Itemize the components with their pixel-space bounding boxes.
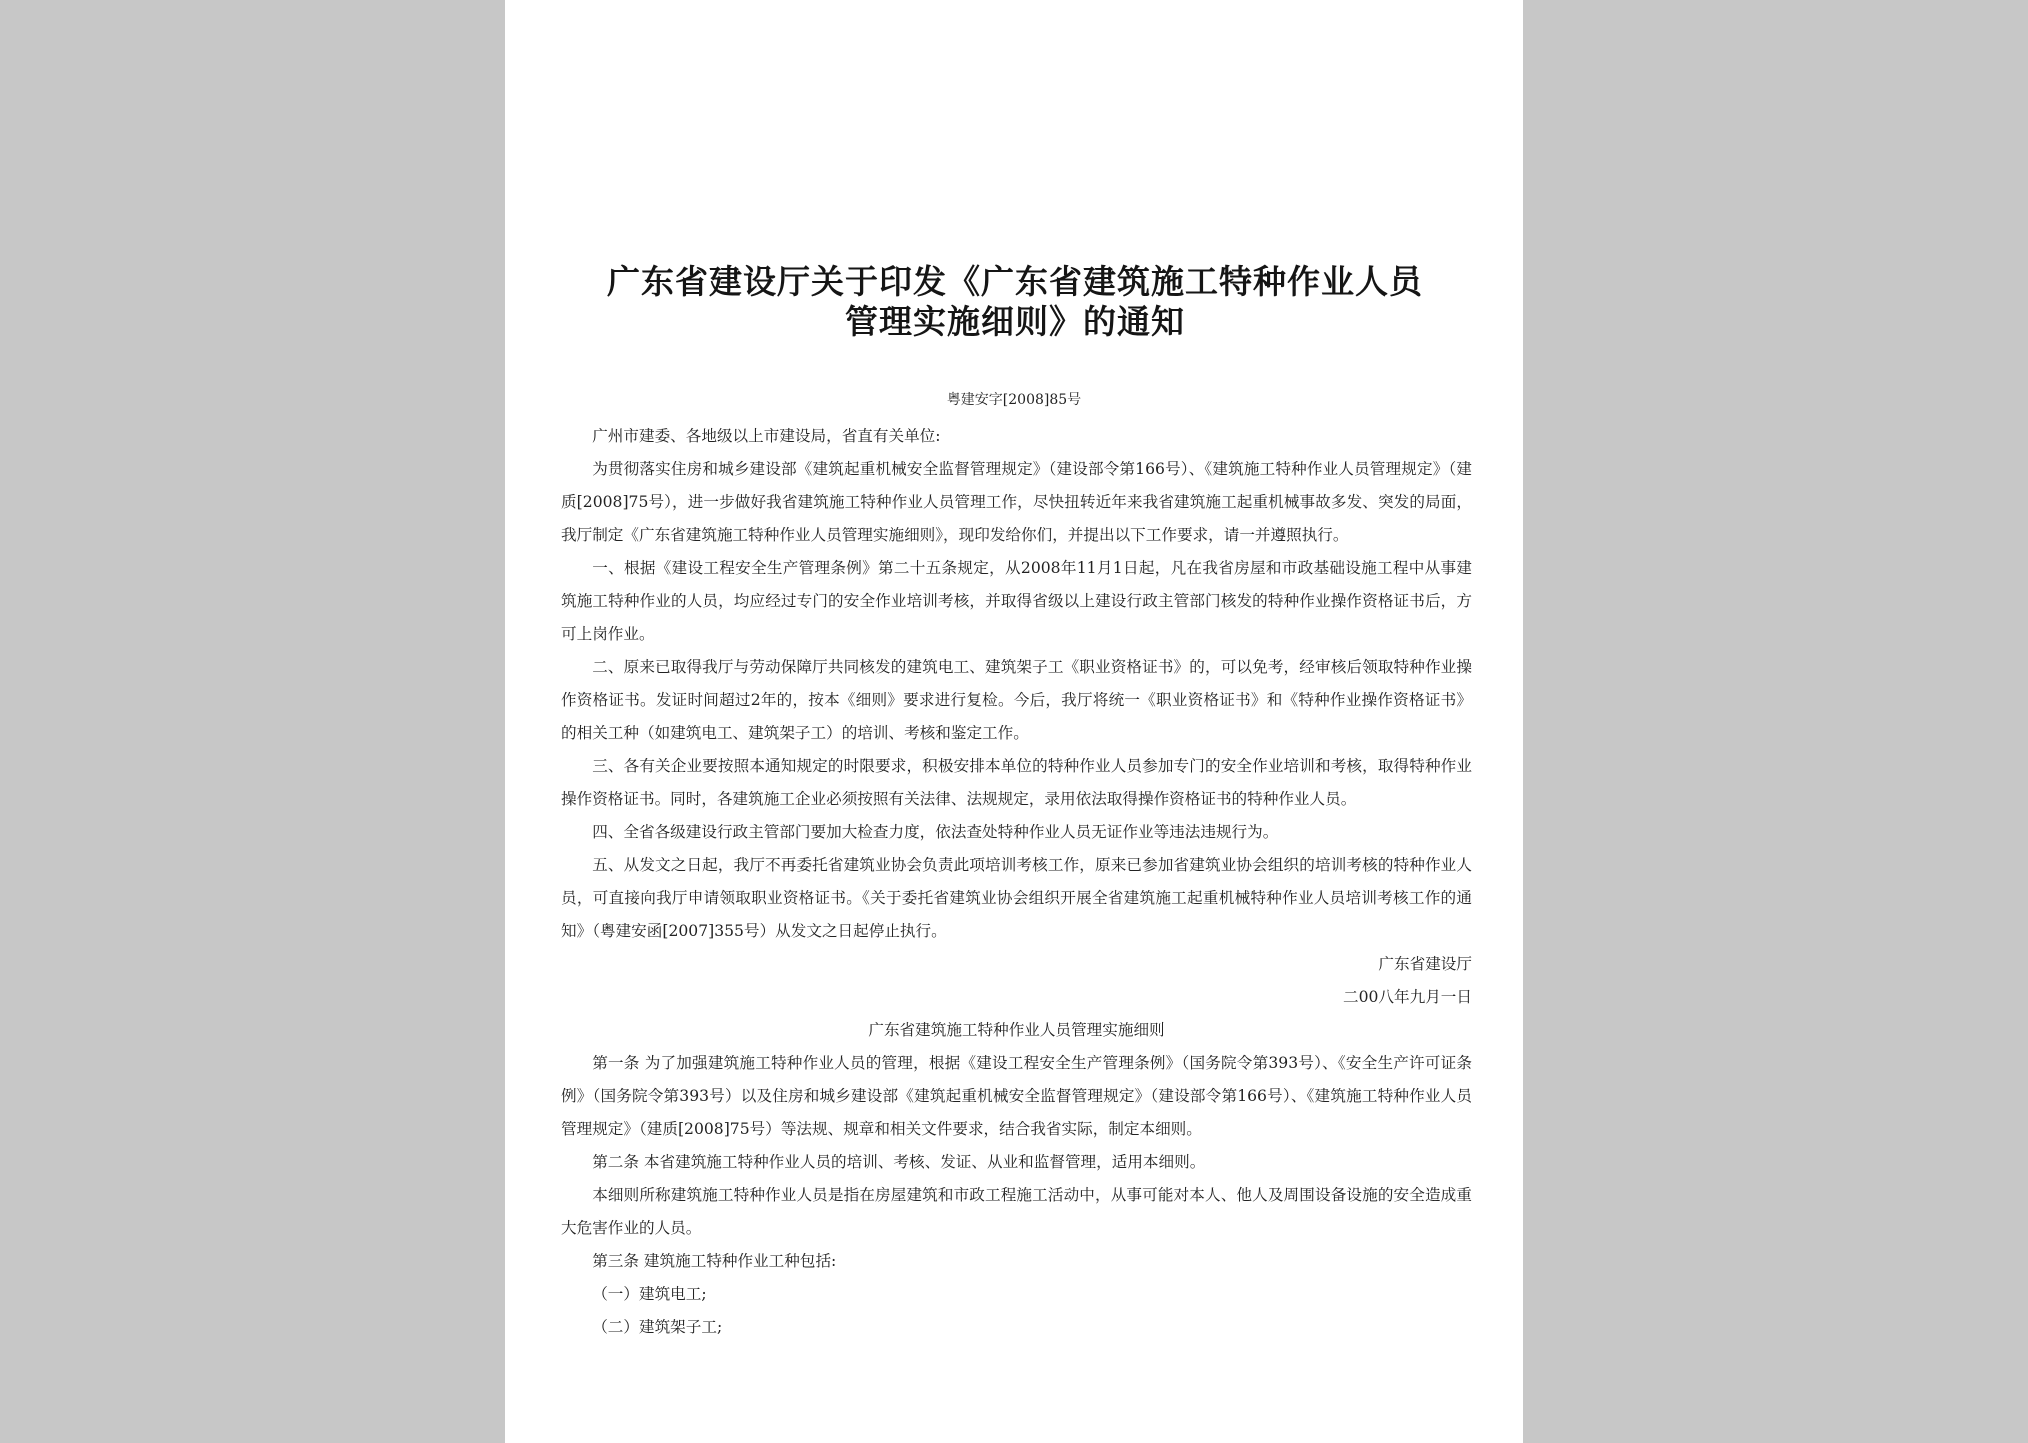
requirement-item-2: 二、原来已取得我厅与劳动保障厅共同核发的建筑电工、建筑架子工《职业资格证书》的，可以免考，经审核后领取特种作业操作资格证书。发证时间超过2年的，按本《细则》要求进行复检。今后，我厅将统一《职业资格证书》和《特种作业操作资格证书》的相关工种（如建筑电工、建筑架子工）的培训、考核和鉴定工作。 xyxy=(561,658,1472,742)
intro-paragraph: 为贯彻落实住房和城乡建设部《建筑起重机械安全监督管理规定》（建设部令第166号）、《建筑施工特种作业人员管理规定》（建质[2008]75号），进一步做好我省建筑施工特种作业人员管理工作，尽快扭转近年来我省建筑施工起重机械事故多发、突发的局面，我厅制定《广东省建筑施工特种作业人员管理实施细则》，现印发给你们，并提出以下工作要求，请一并遵照执行。 xyxy=(561,460,1472,544)
attachment-title: 广东省建筑施工特种作业人员管理实施细则 xyxy=(868,1021,1165,1039)
article-2-definition: 本细则所称建筑施工特种作业人员是指在房屋建筑和市政工程施工活动中，从事可能对本人、他人及周围设备设施的安全造成重大危害作业的人员。 xyxy=(561,1186,1472,1237)
issue-date: 二00八年九月一日 xyxy=(1343,988,1472,1006)
document-title: 广东省建设厅关于印发《广东省建筑施工特种作业人员管理实施细则》的通知 xyxy=(607,262,1423,341)
requirement-item-3: 三、各有关企业要按照本通知规定的时限要求，积极安排本单位的特种作业人员参加专门的安全作业培训和考核，取得特种作业操作资格证书。同时，各建筑施工企业必须按照有关法律、法规规定，录用依法取得操作资格证书的特种作业人员。 xyxy=(561,757,1472,808)
salutation: 广州市建委、各地级以上市建设局，省直有关单位: xyxy=(592,427,941,445)
article-3: 第三条 建筑施工特种作业工种包括: xyxy=(592,1252,837,1270)
requirement-item-4: 四、全省各级建设行政主管部门要加大检查力度，依法查处特种作业人员无证作业等违法违规行为。 xyxy=(592,823,1279,841)
document-page xyxy=(505,0,1523,1443)
requirement-item-1: 一、根据《建设工程安全生产管理条例》第二十五条规定，从2008年11月1日起，凡在我省房屋和市政基础设施工程中从事建筑施工特种作业的人员，均应经过专门的安全作业培训考核，并取得省级以上建设行政主管部门核发的特种作业操作资格证书后，方可上岗作业。 xyxy=(561,559,1472,643)
document-body xyxy=(561,420,1472,1344)
signature: 广东省建设厅 xyxy=(1378,955,1472,973)
article-1: 第一条 为了加强建筑施工特种作业人员的管理，根据《建设工程安全生产管理条例》（国务院令第393号）、《安全生产许可证条例》（国务院令第393号）以及住房和城乡建设部《建筑起重机械安全监督管理规定》（建设部令第166号）、《建筑施工特种作业人员管理规定》（建质[2008]75号）等法规、规章和相关文件要求，结合我省实际，制定本细则。 xyxy=(561,1054,1472,1138)
document-number: 粤建安字[2008]85号 xyxy=(946,392,1082,408)
requirement-item-5: 五、从发文之日起，我厅不再委托省建筑业协会负责此项培训考核工作，原来已参加省建筑业协会组织的培训考核的特种作业人员，可直接向我厅申请领取职业资格证书。《关于委托省建筑业协会组织开展全省建筑施工起重机械特种作业人员培训考核工作的通知》（粤建安函[2007]355号）从发文之日起停止执行。 xyxy=(561,856,1472,940)
article-2: 第二条 本省建筑施工特种作业人员的培训、考核、发证、从业和监督管理，适用本细则。 xyxy=(592,1153,1206,1171)
list-item: （一）建筑电工; xyxy=(592,1285,707,1303)
list-item: （二）建筑架子工; xyxy=(592,1318,723,1336)
